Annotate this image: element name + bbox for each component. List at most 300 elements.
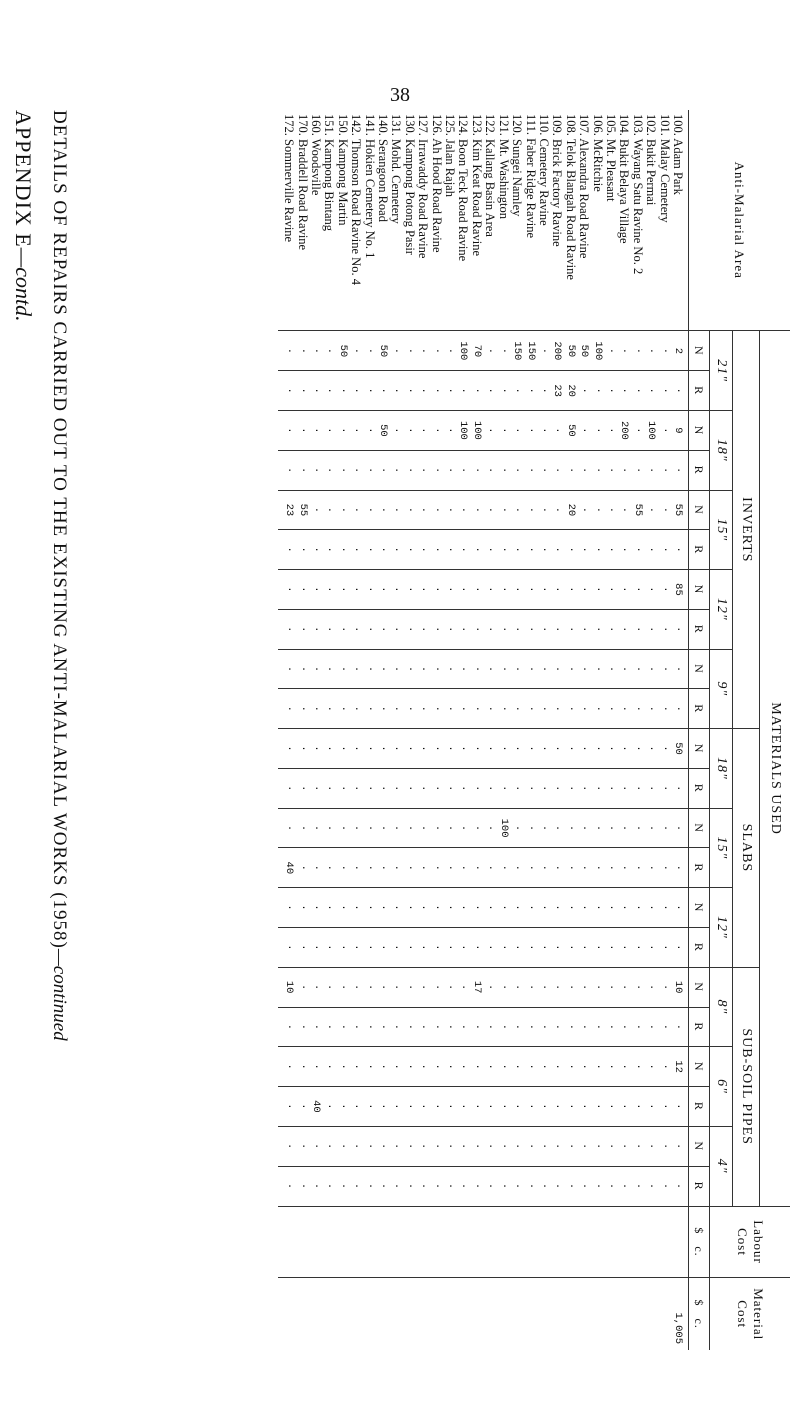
- cell-value: ·: [323, 904, 336, 911]
- cell-value: ·: [403, 467, 416, 474]
- cell-value: ·: [645, 546, 658, 553]
- cell-value: ·: [658, 983, 671, 991]
- cell-value: ·: [377, 944, 390, 951]
- cell-value: 20: [564, 503, 577, 517]
- cell-value: ·: [618, 1182, 631, 1190]
- cell-value: ·: [350, 785, 363, 792]
- cell-value: ·: [645, 983, 658, 991]
- cell-value: ·: [551, 864, 564, 871]
- cell-value: ·: [497, 745, 510, 752]
- labour-cost-value: [657, 1213, 670, 1272]
- labour-unit: [689, 1206, 710, 1278]
- cell-value: ·: [658, 1023, 671, 1031]
- cell-value: ·: [323, 1063, 336, 1070]
- cell-value: 150: [524, 341, 537, 361]
- cell-value: ·: [363, 626, 376, 633]
- cell-value: ·: [631, 705, 644, 712]
- cell-value: ·: [631, 1023, 644, 1031]
- labour-cost-value: [523, 1213, 536, 1272]
- cell-value: ·: [283, 665, 296, 673]
- cell-value: ·: [296, 1182, 309, 1190]
- cell-value: ·: [444, 785, 457, 792]
- cell-value: ·: [645, 1143, 658, 1150]
- cell-value: ·: [551, 983, 564, 991]
- cell-value: ·: [631, 626, 644, 633]
- material-cost-value: [429, 1284, 442, 1344]
- cell-value: ·: [283, 1063, 296, 1070]
- cell-value: ·: [524, 467, 537, 474]
- cell-value: ·: [444, 745, 457, 752]
- cell-value: ·: [497, 904, 510, 911]
- material-cost-value: [496, 1284, 509, 1344]
- labour-cost-value: [389, 1213, 402, 1272]
- labour-cost-value: [496, 1213, 509, 1272]
- cell-value: ·: [497, 864, 510, 871]
- cell-value: ·: [430, 626, 443, 633]
- cell-value: ·: [363, 705, 376, 712]
- cell-value: ·: [323, 1182, 336, 1190]
- cell-value: ·: [430, 983, 443, 991]
- cell-value: ·: [484, 864, 497, 871]
- cell-value: ·: [310, 904, 323, 911]
- cell-value: ·: [323, 1143, 336, 1150]
- cell-value: ·: [296, 665, 309, 673]
- cell-value: ·: [618, 785, 631, 792]
- cell-value: ·: [537, 1182, 550, 1190]
- cell-value: ·: [417, 665, 430, 673]
- cell-value: ·: [672, 387, 684, 394]
- cell-value: ·: [470, 1103, 483, 1110]
- cell-value: ·: [417, 983, 430, 991]
- cell-value: ·: [377, 546, 390, 553]
- cell-value: ·: [511, 626, 524, 633]
- area-name: 110. Cemetery Ravine: [536, 114, 551, 226]
- cell-value: ·: [591, 506, 604, 514]
- cell-value: ·: [283, 467, 296, 474]
- area-name: 105. Mt. Pleasant: [603, 114, 618, 202]
- cell-value: ·: [484, 1023, 497, 1031]
- cell-value: ·: [350, 1063, 363, 1070]
- cell-value: ·: [564, 1182, 577, 1190]
- area-name: 109. Brick Factory Ravine: [550, 114, 565, 247]
- cell-value: ·: [591, 387, 604, 394]
- cell-value: ·: [497, 1143, 510, 1150]
- cell-value: ·: [417, 1023, 430, 1031]
- cell-value: ·: [564, 705, 577, 712]
- cell-value: ·: [645, 1063, 658, 1070]
- cell-value: ·: [604, 347, 617, 355]
- cell-value: ·: [296, 1063, 309, 1070]
- cell-value: ·: [551, 546, 564, 553]
- cell-value: 50: [336, 344, 349, 358]
- cell-value: ·: [417, 347, 430, 355]
- cell-value: ·: [444, 705, 457, 712]
- cell-value: ·: [390, 864, 403, 871]
- n-label: N: [689, 411, 710, 451]
- cell-value: ·: [591, 1063, 604, 1070]
- cell-value: ·: [430, 1023, 443, 1031]
- cell-value: ·: [283, 904, 296, 911]
- labour-cost-value: [282, 1213, 295, 1272]
- cell-value: ·: [578, 506, 591, 514]
- cell-value: ·: [551, 705, 564, 712]
- cell-value: ·: [551, 745, 564, 752]
- cell-value: ·: [457, 1103, 470, 1110]
- cell-value: ·: [551, 1023, 564, 1031]
- cell-value: ·: [604, 983, 617, 991]
- cell-value: ·: [444, 904, 457, 911]
- cell-value: ·: [591, 904, 604, 911]
- cell-value: ·: [497, 626, 510, 633]
- cell-value: ·: [672, 785, 684, 792]
- cell-value: ·: [470, 586, 483, 593]
- material-cost-value: [349, 1284, 362, 1344]
- cell-value: ·: [537, 506, 550, 514]
- cell-value: ·: [551, 824, 564, 832]
- cell-value: ·: [658, 1143, 671, 1150]
- cell-value: ·: [470, 506, 483, 514]
- cell-value: ·: [524, 665, 537, 673]
- material-cost-value: [335, 1284, 348, 1344]
- cell-value: ·: [444, 1182, 457, 1190]
- cell-value: ·: [350, 864, 363, 871]
- cell-value: ·: [578, 1103, 591, 1110]
- area-name: 100. Adam Park: [671, 114, 685, 195]
- labour-cost-value: [349, 1213, 362, 1272]
- labour-cost-value: [443, 1213, 456, 1272]
- cell-value: ·: [336, 745, 349, 752]
- cell-value: ·: [296, 467, 309, 474]
- material-cost-value: [402, 1284, 415, 1344]
- cell-value: ·: [497, 1103, 510, 1110]
- cell-value: ·: [645, 1023, 658, 1031]
- cell-value: ·: [497, 347, 510, 355]
- cell-value: ·: [578, 546, 591, 553]
- cell-value: ·: [390, 1063, 403, 1070]
- cell-value: ·: [604, 546, 617, 553]
- cell-value: ·: [470, 705, 483, 712]
- cell-value: ·: [390, 546, 403, 553]
- cell-value: ·: [457, 467, 470, 474]
- cell-value: ·: [457, 785, 470, 792]
- area-name: 104. Bukit Belaya Village: [617, 114, 632, 244]
- area-name: 122. Kallang Basin Area: [483, 114, 498, 237]
- cell-value: ·: [578, 785, 591, 792]
- cell-value: ·: [444, 1103, 457, 1110]
- cell-value: 100: [645, 420, 658, 440]
- cell-value: ·: [457, 387, 470, 394]
- cell-value: ·: [631, 944, 644, 951]
- cell-value: ·: [645, 626, 658, 633]
- cell-value: 100: [470, 420, 483, 440]
- cell-value: ·: [350, 944, 363, 951]
- material-cost-value: [456, 1284, 469, 1344]
- cell-value: ·: [658, 546, 671, 553]
- cell-value: ·: [390, 1182, 403, 1190]
- cell-value: ·: [403, 705, 416, 712]
- cell-value: ·: [283, 626, 296, 633]
- area-name: 170. Braddell Road Ravine: [295, 114, 310, 251]
- cell-value: ·: [524, 824, 537, 832]
- cell-value: ·: [645, 665, 658, 673]
- cell-value: ·: [323, 586, 336, 593]
- cell-value: 50: [377, 344, 390, 358]
- cell-value: ·: [363, 665, 376, 673]
- col-labour-cost: [278, 1206, 689, 1278]
- cell-value: ·: [591, 864, 604, 871]
- cell-value: ·: [631, 1103, 644, 1110]
- cell-value: ·: [551, 506, 564, 514]
- cell-value: ·: [390, 1023, 403, 1031]
- cell-value: ·: [470, 1182, 483, 1190]
- cell-value: ·: [591, 626, 604, 633]
- area-name: 120. Sungei Namley: [510, 114, 525, 217]
- cell-value: ·: [377, 824, 390, 832]
- cell-value: 10: [283, 980, 296, 994]
- cell-value: ·: [283, 1182, 296, 1190]
- cell-value: ·: [497, 387, 510, 394]
- cell-value: ·: [350, 983, 363, 991]
- material-cost-value: [362, 1284, 375, 1344]
- area-name: 103. Wayang Satu Ravine No. 2: [630, 114, 645, 275]
- labour-cents: c.: [692, 1246, 707, 1257]
- cell-value: ·: [350, 546, 363, 553]
- n-label: N: [689, 649, 710, 689]
- labour-cost-value: [577, 1213, 590, 1272]
- cell-value: ·: [604, 467, 617, 474]
- col-pipe4-r: [278, 1166, 689, 1206]
- cell-value: ·: [403, 1023, 416, 1031]
- col-slab18-r: [278, 768, 689, 808]
- cell-value: ·: [497, 665, 510, 673]
- cell-value: ·: [645, 347, 658, 355]
- cell-value: ·: [591, 1182, 604, 1190]
- cell-value: ·: [377, 467, 390, 474]
- cell-value: ·: [645, 904, 658, 911]
- cell-value: ·: [296, 1023, 309, 1031]
- cell-value: ·: [457, 1143, 470, 1150]
- cell-value: ·: [323, 705, 336, 712]
- cell-value: ·: [658, 944, 671, 951]
- cell-value: ·: [417, 944, 430, 951]
- cell-value: ·: [591, 546, 604, 553]
- cell-value: ·: [578, 745, 591, 752]
- cell-value: ·: [618, 347, 631, 355]
- cell-value: ·: [604, 1063, 617, 1070]
- cell-value: ·: [403, 1103, 416, 1110]
- cell-value: ·: [336, 983, 349, 991]
- cell-value: ·: [658, 705, 671, 712]
- r-label: R: [689, 450, 710, 490]
- area-name: 130. Kampong Potong Pasir: [402, 114, 417, 255]
- col-pipe6-n: [278, 1047, 689, 1087]
- cell-value: ·: [591, 1023, 604, 1031]
- cell-value: ·: [363, 824, 376, 832]
- area-name: 127. Irrawaddy Road Ravine: [416, 114, 431, 259]
- cell-value: ·: [323, 824, 336, 832]
- cell-value: ·: [310, 387, 323, 394]
- cell-value: ·: [578, 824, 591, 832]
- cell-value: ·: [484, 705, 497, 712]
- cell-value: ·: [604, 705, 617, 712]
- cell-value: ·: [323, 347, 336, 355]
- cell-value: ·: [363, 347, 376, 355]
- cell-value: ·: [537, 1063, 550, 1070]
- cell-value: ·: [618, 983, 631, 991]
- header-labour-cost: Labour Cost: [710, 1206, 791, 1278]
- cell-value: ·: [417, 1182, 430, 1190]
- cell-value: ·: [403, 626, 416, 633]
- cell-value: ·: [403, 387, 416, 394]
- size-pipe-6: 6": [710, 1047, 733, 1127]
- cell-value: ·: [537, 347, 550, 355]
- cell-value: ·: [390, 347, 403, 355]
- size-inv-9: 9": [710, 649, 733, 729]
- cell-value: ·: [363, 1103, 376, 1110]
- cell-value: ·: [537, 705, 550, 712]
- cell-value: ·: [310, 665, 323, 673]
- cell-value: ·: [430, 347, 443, 355]
- cell-value: ·: [336, 506, 349, 514]
- cell-value: ·: [444, 1063, 457, 1070]
- cell-value: ·: [417, 785, 430, 792]
- cell-value: ·: [283, 1143, 296, 1150]
- body-row: [278, 110, 689, 1350]
- labour-cost-value: [322, 1213, 335, 1272]
- cell-value: ·: [336, 467, 349, 474]
- cell-value: ·: [470, 944, 483, 951]
- cell-value: ·: [604, 626, 617, 633]
- cell-value: ·: [390, 983, 403, 991]
- cell-value: ·: [283, 347, 296, 355]
- cell-value: ·: [296, 785, 309, 792]
- cell-value: ·: [524, 506, 537, 514]
- cell-value: ·: [497, 586, 510, 593]
- cell-value: ·: [363, 387, 376, 394]
- cell-value: 50: [564, 424, 577, 437]
- col-inv21-n: [278, 331, 689, 371]
- cell-value: ·: [618, 626, 631, 633]
- cell-value: ·: [336, 864, 349, 871]
- cell-value: ·: [564, 1103, 577, 1110]
- cell-value: ·: [524, 983, 537, 991]
- cell-value: 150: [511, 341, 524, 361]
- cell-value: ·: [484, 1143, 497, 1150]
- size-slab-18: 18": [710, 729, 733, 809]
- material-cost-value: [416, 1284, 429, 1344]
- cell-value: ·: [604, 665, 617, 673]
- cell-value: 20: [564, 384, 577, 397]
- cell-value: ·: [363, 586, 376, 593]
- size-inv-15: 15": [710, 490, 733, 570]
- cell-value: ·: [578, 586, 591, 593]
- cell-value: ·: [551, 1182, 564, 1190]
- cell-value: ·: [323, 546, 336, 553]
- r-label: R: [689, 1087, 710, 1127]
- cell-value: ·: [618, 705, 631, 712]
- cell-value: ·: [484, 1063, 497, 1070]
- cell-value: ·: [323, 1023, 336, 1031]
- labour-cost-value: [335, 1213, 348, 1272]
- cell-value: ·: [604, 1103, 617, 1110]
- cell-value: ·: [350, 1143, 363, 1150]
- cell-value: ·: [457, 1063, 470, 1070]
- cell-value: ·: [296, 705, 309, 712]
- cell-value: ·: [417, 467, 430, 474]
- cell-value: ·: [524, 705, 537, 712]
- area-name: 140. Serangoon Road: [376, 114, 391, 222]
- cell-value: ·: [497, 785, 510, 792]
- size-pipe-4: 4": [710, 1126, 733, 1206]
- cell-value: ·: [618, 1143, 631, 1150]
- size-inv-18: 18": [710, 411, 733, 491]
- cell-value: ·: [524, 1182, 537, 1190]
- cell-value: ·: [551, 665, 564, 673]
- area-name: 142. Thomson Road Ravine No. 4: [349, 114, 364, 285]
- cell-value: ·: [417, 705, 430, 712]
- header-inverts: INVERTS: [733, 331, 760, 729]
- n-label: N: [689, 570, 710, 610]
- area-name: 151. Kampong Bintang: [322, 114, 337, 232]
- cell-value: ·: [283, 427, 296, 434]
- area-name: 107. Alexandra Road Ravine: [577, 114, 592, 259]
- cell-value: ·: [631, 983, 644, 991]
- cell-value: ·: [403, 745, 416, 752]
- cell-value: ·: [672, 1143, 684, 1150]
- cell-value: ·: [417, 1063, 430, 1070]
- cell-value: ·: [511, 904, 524, 911]
- cell-value: ·: [363, 427, 376, 434]
- cell-value: 100: [457, 341, 470, 361]
- labour-cost-value: [362, 1213, 375, 1272]
- cell-value: ·: [350, 1182, 363, 1190]
- cell-value: ·: [470, 864, 483, 871]
- n-label: N: [689, 1047, 710, 1087]
- cell-value: ·: [417, 387, 430, 394]
- cell-value: ·: [296, 983, 309, 991]
- cell-value: ·: [591, 824, 604, 832]
- cell-value: 50: [564, 344, 577, 358]
- cell-value: ·: [564, 1143, 577, 1150]
- cell-value: ·: [323, 626, 336, 633]
- cell-value: ·: [403, 785, 416, 792]
- material-cost-value: [376, 1284, 389, 1344]
- cell-value: ·: [430, 904, 443, 911]
- col-slab12-r: [278, 927, 689, 967]
- cell-value: ·: [537, 904, 550, 911]
- col-pipe8-n: [278, 967, 689, 1007]
- labour-cost-value: [604, 1213, 617, 1272]
- cell-value: ·: [604, 1023, 617, 1031]
- n-label: N: [689, 729, 710, 769]
- cell-value: ·: [470, 745, 483, 752]
- cell-value: ·: [310, 705, 323, 712]
- cell-value: ·: [283, 705, 296, 712]
- cell-value: ·: [350, 665, 363, 673]
- cell-value: ·: [537, 1143, 550, 1150]
- cell-value: ·: [377, 665, 390, 673]
- cell-value: ·: [524, 944, 537, 951]
- cell-value: ·: [658, 864, 671, 871]
- cell-value: ·: [444, 944, 457, 951]
- cell-value: ·: [470, 626, 483, 633]
- cell-value: ·: [591, 586, 604, 593]
- cell-value: ·: [591, 944, 604, 951]
- cell-value: ·: [377, 506, 390, 514]
- cell-value: ·: [672, 944, 684, 951]
- cell-value: ·: [564, 665, 577, 673]
- cell-value: ·: [390, 705, 403, 712]
